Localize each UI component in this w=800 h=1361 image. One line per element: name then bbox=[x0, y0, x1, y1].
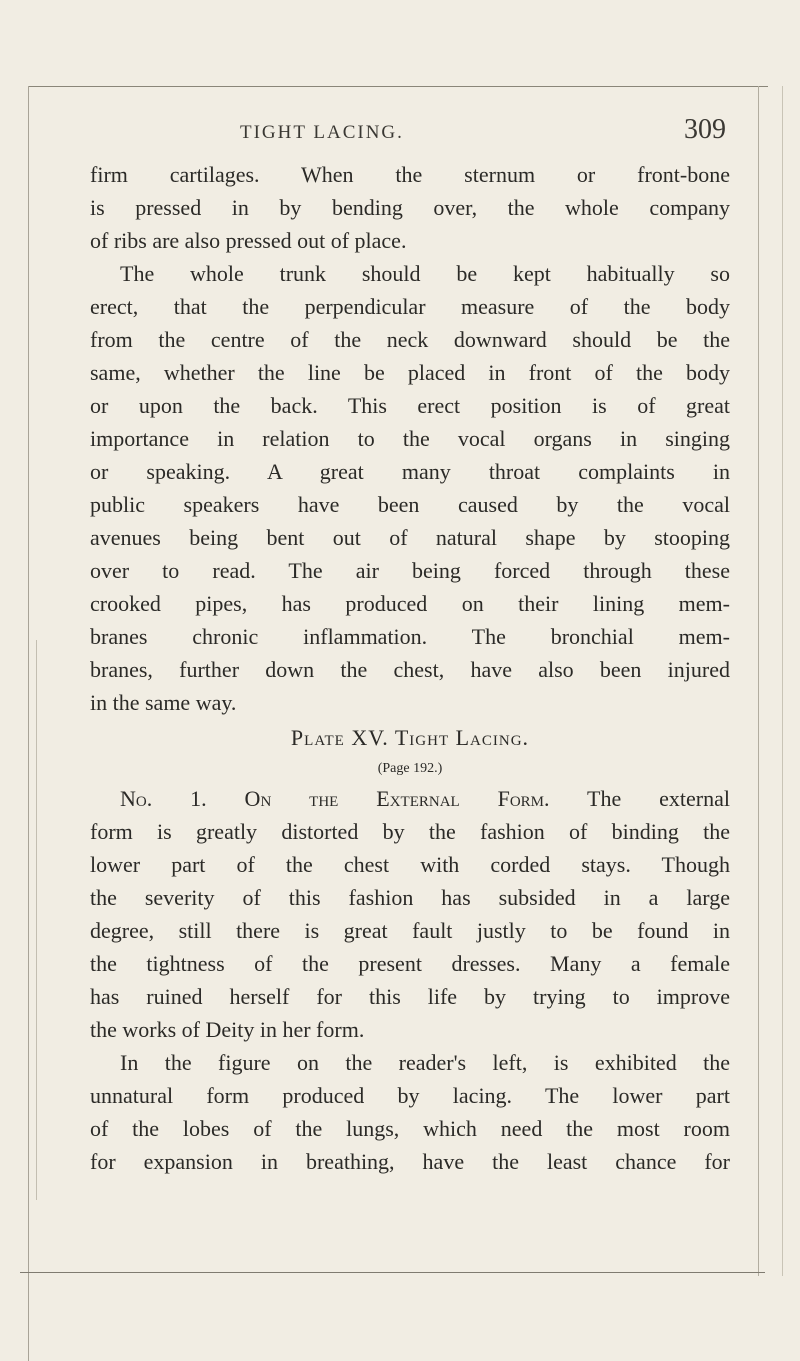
plate-page-reference: (Page 192.) bbox=[377, 761, 443, 776]
section-heading: No. 1. On the External Form. bbox=[120, 786, 550, 811]
page-border-left bbox=[28, 86, 29, 1361]
text-line: the works of Deity in her form. bbox=[90, 1017, 365, 1042]
text-line: of the lobes of the lungs, which need the most room bbox=[90, 1116, 730, 1141]
text-line: or speaking. A great many throat complaints in bbox=[90, 459, 730, 484]
text-line: branes, further down the chest, have also been injured bbox=[90, 657, 730, 682]
text-line: from the centre of the neck downward should be the bbox=[90, 327, 730, 352]
text-line: form is greatly distorted by the fashion of binding the bbox=[90, 819, 730, 844]
text-line: the tightness of the present dresses. Many a female bbox=[90, 951, 730, 976]
text-line: public speakers have been caused by the vocal bbox=[90, 492, 730, 517]
page-border-inner bbox=[36, 640, 37, 1200]
body-text bbox=[90, 158, 730, 1178]
text-line: in the same way. bbox=[90, 690, 237, 715]
text-line: firm cartilages. When the sternum or front-bone bbox=[90, 162, 730, 187]
text-line: crooked pipes, has produced on their lining mem- bbox=[90, 591, 730, 616]
paragraph-1 bbox=[90, 158, 730, 257]
text-line: degree, still there is great fault justly to be found in bbox=[90, 918, 730, 943]
page-number: 309 bbox=[684, 114, 726, 145]
plate-title: Plate XV. Tight Lacing. bbox=[290, 725, 530, 750]
page-border-top bbox=[28, 86, 768, 87]
text-line: same, whether the line be placed in front of the body bbox=[90, 360, 730, 385]
page-edge-right bbox=[782, 86, 783, 1276]
text-line: unnatural form produced by lacing. The lower part bbox=[90, 1083, 730, 1108]
page-border-right bbox=[758, 86, 759, 1276]
paragraph-4 bbox=[90, 1046, 730, 1178]
text-line: the severity of this fashion has subsided in a large bbox=[90, 885, 730, 910]
text-line: has ruined herself for this life by trying to improve bbox=[90, 984, 730, 1009]
text-line: branes chronic inflammation. The bronchial mem- bbox=[90, 624, 730, 649]
text-line: lower part of the chest with corded stays. Though bbox=[90, 852, 730, 877]
text-line: over to read. The air being forced through these bbox=[90, 558, 730, 583]
text-line: importance in relation to the vocal organs in singing bbox=[90, 426, 730, 451]
paragraph-3 bbox=[90, 782, 730, 1046]
paragraph-2 bbox=[90, 257, 730, 719]
text-line: is pressed in by bending over, the whole company bbox=[90, 195, 730, 220]
text-line: erect, that the perpendicular measure of the body bbox=[90, 294, 730, 319]
text-line: avenues being bent out of natural shape by stooping bbox=[90, 525, 730, 550]
text-line: of ribs are also pressed out of place. bbox=[90, 228, 407, 253]
text-line: In the figure on the reader's left, is exhibited the bbox=[120, 1050, 730, 1075]
page-header bbox=[90, 114, 740, 154]
page-border-bottom bbox=[20, 1272, 765, 1273]
running-head: TIGHT LACING. bbox=[240, 122, 404, 143]
text-line: or upon the back. This erect position is of great bbox=[90, 393, 730, 418]
text-fragment: The external bbox=[549, 786, 730, 811]
text-line bbox=[90, 782, 730, 815]
text-line: The whole trunk should be kept habitually so bbox=[120, 261, 730, 286]
text-line: for expansion in breathing, have the least chance for bbox=[90, 1149, 730, 1174]
